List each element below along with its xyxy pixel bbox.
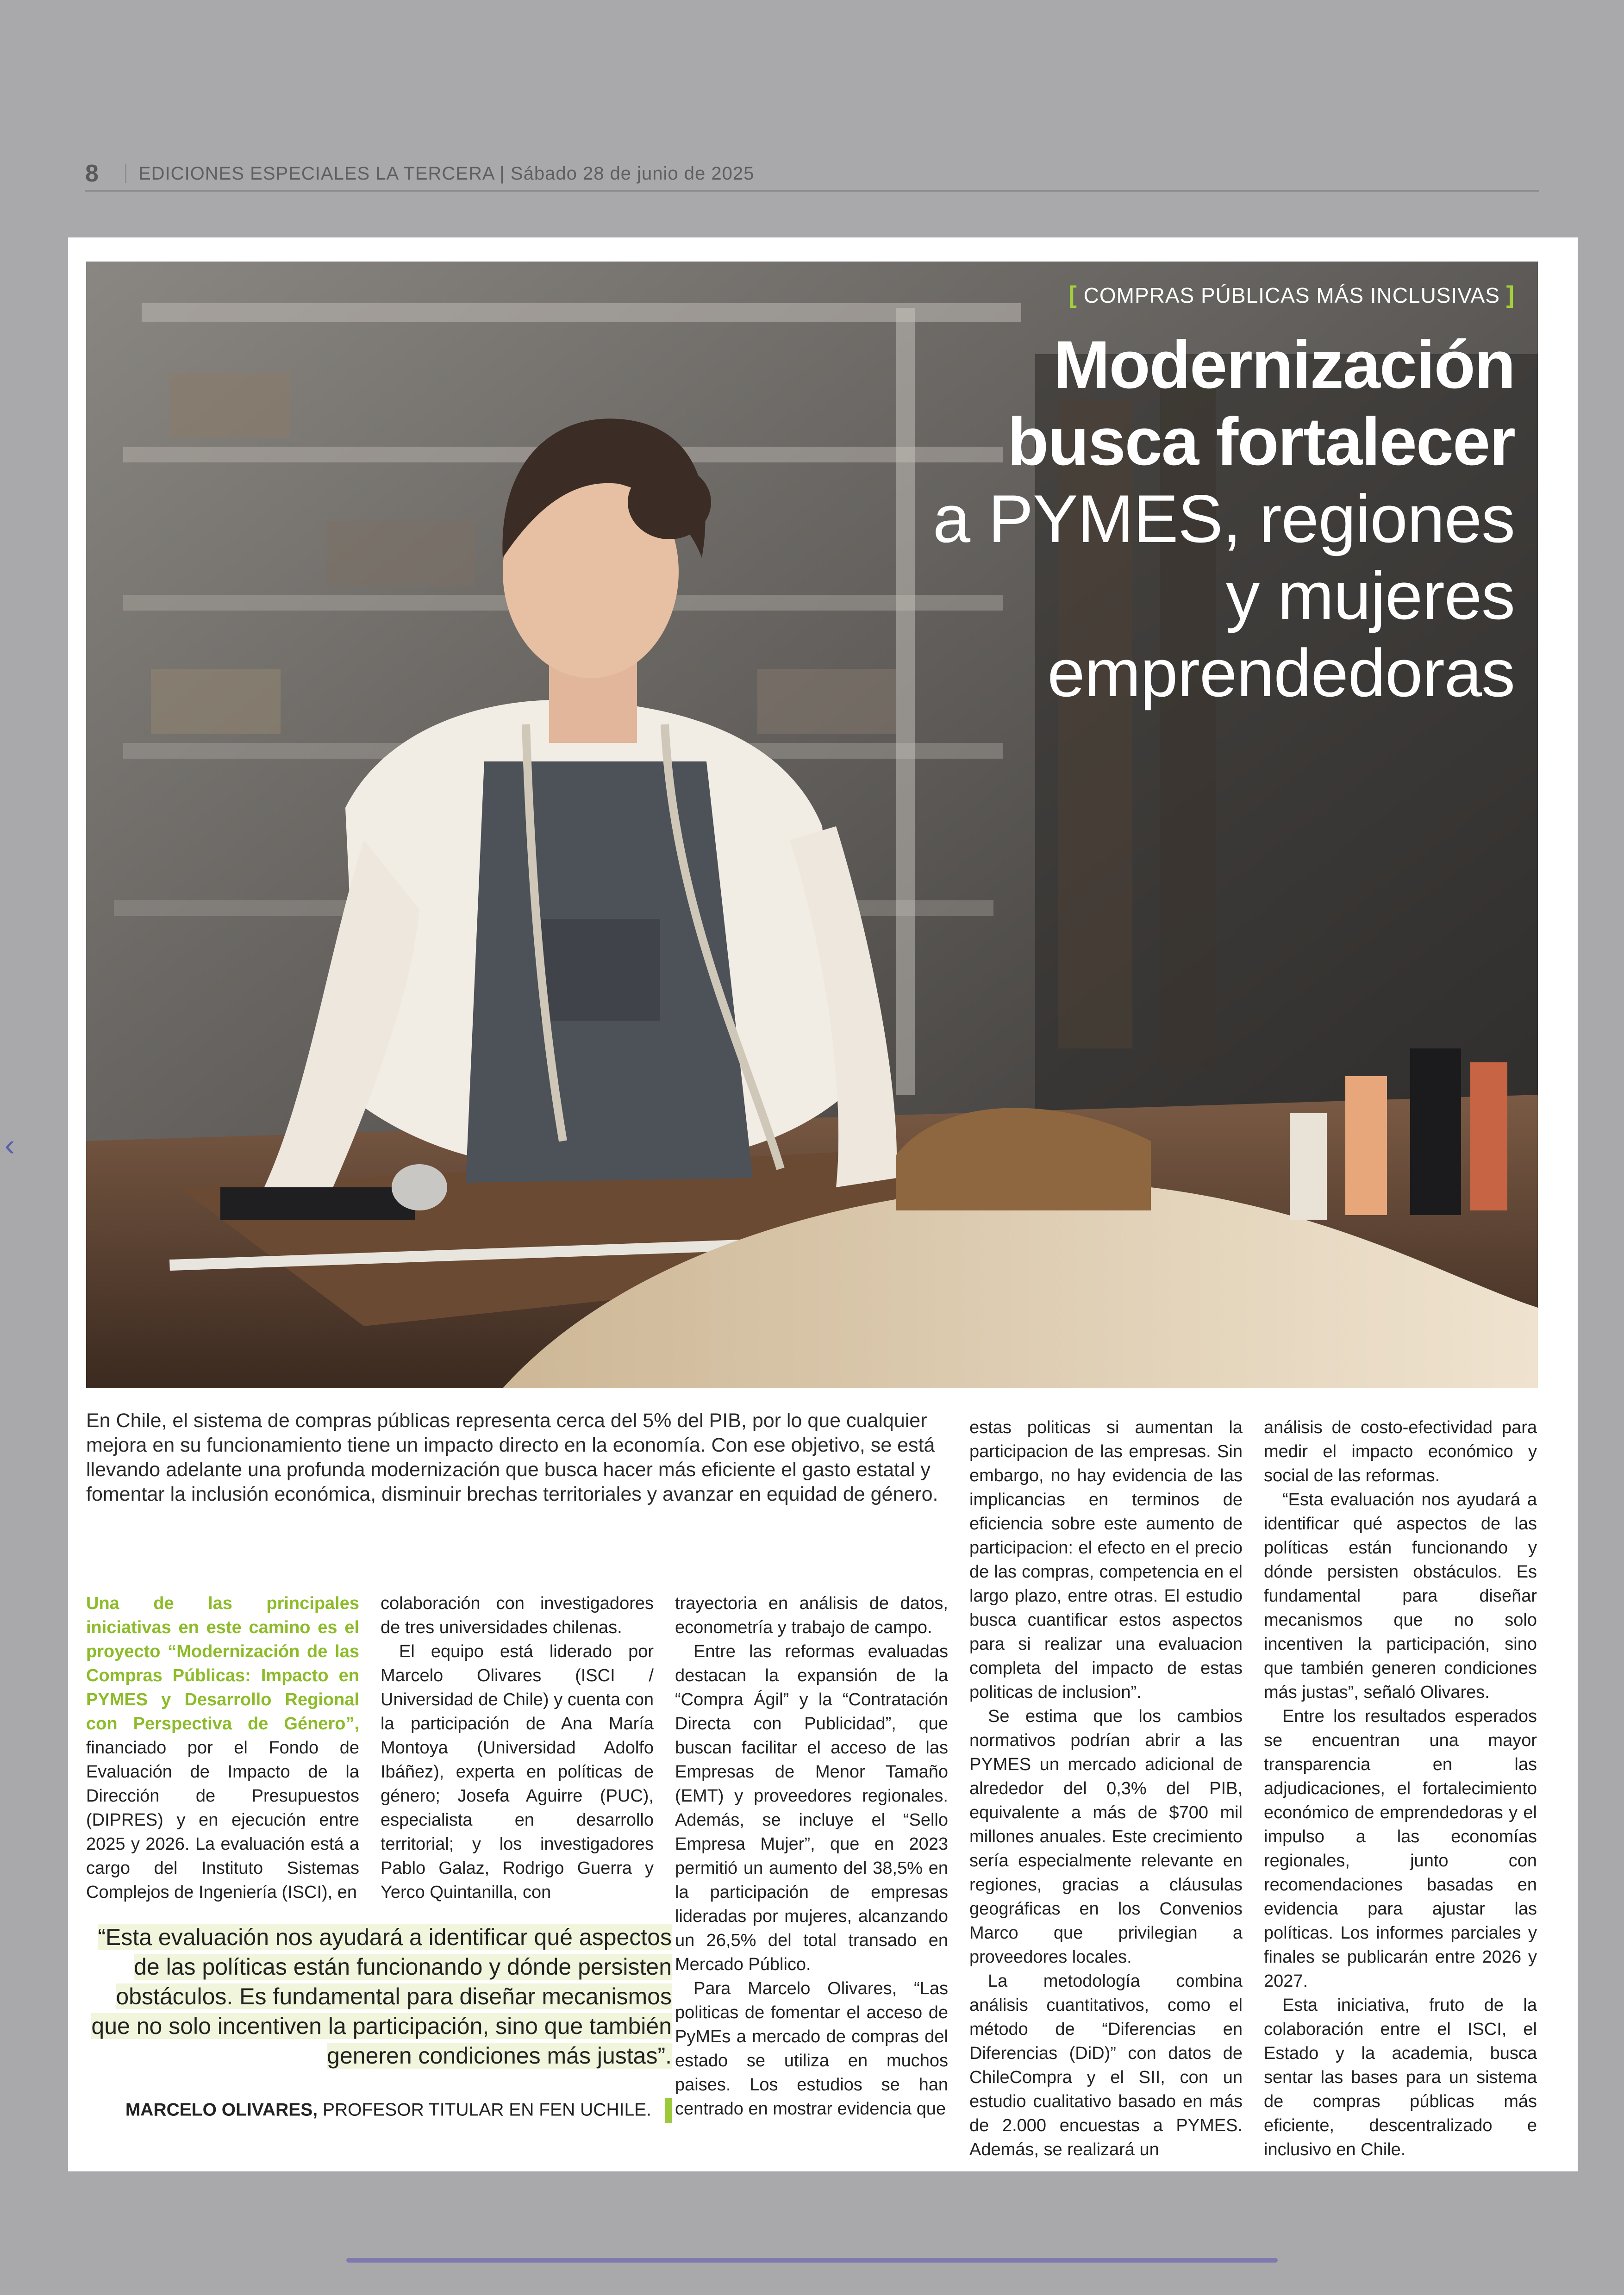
body-column-1 bbox=[86, 1591, 359, 1904]
header-divider bbox=[125, 164, 126, 183]
column-1-text: financiado por el Fondo de Evaluación de Impacto de la Dirección de Presupuestos (DIPRES) y en ejecución entre 2025 y 2026. La evaluación está a cargo del Instituto Sistemas Complejos de Ingeniería (ISCI), en bbox=[86, 1738, 359, 1902]
body-column-3 bbox=[675, 1591, 948, 2121]
headline-line-2: busca fortalecer bbox=[1007, 404, 1515, 480]
column-4-paragraph-3: La metodología combina análisis cuantitativos, como el método de “Diferencias en Diferencias (DiD)” con datos de ChileCompra y el SII, con un estudio cualitativo basado en más de 2.000 encuestas a PYMES. Además, se realizará un bbox=[969, 1971, 1243, 2159]
headline-line-1: Modernización bbox=[1053, 327, 1515, 402]
column-5-paragraph-2: “Esta evaluación nos ayudará a identificar qué aspectos de las políticas están funcionando y dónde persisten obstáculos. Es fundamental para diseñar mecanismos que no solo incentiven la participación, sino que también generen condiciones más justas”, señaló Olivares. bbox=[1264, 1490, 1537, 1702]
hero-photo bbox=[86, 262, 1538, 1388]
previous-page-button[interactable] bbox=[5, 1129, 15, 1160]
pull-quote-text: “Esta evaluación nos ayudará a identificar qué aspectos de las políticas están funcionando y dónde persisten obstáculos. Es fundamental para diseñar mecanismos que no solo incentiven la participación, sino que también generen condiciones más justas”. bbox=[91, 1924, 672, 2069]
kicker-text: COMPRAS PÚBLICAS MÁS INCLUSIVAS bbox=[1083, 283, 1500, 307]
accent-bar bbox=[665, 2098, 672, 2123]
headline-line-3: a PYMES, regiones bbox=[932, 480, 1515, 556]
column-5-paragraph-3: Entre los resultados esperados se encuentran una mayor transparencia en las adjudicaciones, el fortalecimiento económico de emprendedoras y el impulso a las economías regionales, junto con recomendaciones basadas en evidencia para ajustar las políticas. Los informes parciales y finales se publicarán entre 2026 y 2027. bbox=[1264, 1707, 1537, 1991]
column-5-paragraph-4: Esta iniciativa, fruto de la colaboración entre el ISCI, el Estado y la academia, busca sentar las bases para un sistema de compras públicas más eficiente, descentralizado e inclusivo en Chile. bbox=[1264, 1996, 1537, 2159]
article-page bbox=[68, 237, 1578, 2171]
page-number: 8 bbox=[85, 160, 99, 187]
headline-line-4: y mujeres bbox=[1226, 558, 1515, 634]
kicker-bracket-open: [ bbox=[1068, 281, 1077, 308]
publication-info: EDICIONES ESPECIALES LA TERCERA | Sábado 28 de junio de 2025 bbox=[138, 163, 755, 184]
column-4-paragraph-2: Se estima que los cambios normativos podrían abrir a las PYMES un mercado adicional de alrededor del 0,3% del PIB, equivalente a más de $700 mil millones anuales. Este crecimiento sería especialmente relevante en regiones, gracias a cláusulas geográficas en los Convenios Marco que privilegian a proveedores locales. bbox=[969, 1707, 1243, 1967]
column-4-paragraph-1: estas politicas si aumentan la participacion de las empresas. Sin embargo, no hay evidencia de las implicancias en terminos de eficiencia sobre este aumento de participacion: el efecto en el precio de las compras, competencia en el largo plazo, entre otras. El estudio busca cuantificar estos aspectos para si realizar una evaluacion completa del impacto de estas politicas de inclusion”. bbox=[969, 1418, 1243, 1702]
body-column-5 bbox=[1264, 1416, 1537, 2162]
page-header bbox=[85, 157, 1539, 192]
highlight-intro: Una de las principales iniciativas en este camino es el proyecto “Modernización de las Compras Públicas: Impacto en PYMES y Desarrollo Regional con Perspectiva de Género”, bbox=[86, 1594, 359, 1734]
body-column-4 bbox=[969, 1416, 1243, 2162]
column-5-paragraph-1: análisis de costo-efectividad para medir el impacto económico y social de las reformas. bbox=[1264, 1418, 1537, 1485]
kicker-bracket-close: ] bbox=[1506, 281, 1515, 308]
column-2-paragraph-2: El equipo está liderado por Marcelo Olivares (ISCI / Universidad de Chile) y cuenta con la participación de Ana María Montoya (Universidad Adolfo Ibáñez), experta en políticas de género; Josefa Aguirre (PUC), especialista en desarrollo territorial; y los investigadores Pablo Galaz, Rodrigo Guerra y Yerco Quintanilla, con bbox=[381, 1642, 654, 1902]
headline-line-5: emprendedoras bbox=[1047, 635, 1515, 711]
article-lede: En Chile, el sistema de compras públicas representa cerca del 5% del PIB, por lo que cualquier mejora en su funcionamiento tiene un impacto directo en la economía. Con ese objetivo, se está llevando adelante una profunda modernización que busca hacer más eficiente el gasto estatal y fomentar la inclusión económica, disminuir brechas territoriales y avanzar en equidad de género. bbox=[86, 1409, 938, 1505]
quote-author: MARCELO OLIVARES, bbox=[125, 2100, 318, 2120]
column-2-paragraph-1: colaboración con investigadores de tres universidades chilenas. bbox=[381, 1594, 654, 1637]
chevron-left-icon: ‹ bbox=[5, 1128, 15, 1162]
column-3-paragraph-3: Para Marcelo Olivares, “Las politicas de fomentar el acceso de PyMEs a mercado de compras del estado se utiliza en muchos paises. Los estudios se han centrado en mostrar evidencia que bbox=[675, 1979, 948, 2119]
quote-role: PROFESOR TITULAR EN FEN UCHILE. bbox=[318, 2100, 651, 2120]
section-kicker bbox=[1069, 281, 1515, 309]
column-3-paragraph-2: Entre las reformas evaluadas destacan la expansión de la “Compra Ágil” y la “Contratación Directa con Publicidad”, que buscan facilitar el acceso de las Empresas de Menor Tamaño (EMT) y proveedores regionales. Además, se incluye el “Sello Empresa Mujer”, que en 2023 permitió un aumento del 38,5% en la participación de empresas lideradas por mujeres, alcanzando un 26,5% del total transado en Mercado Público. bbox=[675, 1642, 948, 1974]
article-headline bbox=[820, 326, 1515, 711]
column-3-paragraph-1: trayectoria en análisis de datos, econometría y trabajo de campo. bbox=[675, 1594, 948, 1637]
pull-quote bbox=[86, 1922, 672, 2070]
body-column-2 bbox=[381, 1591, 654, 1904]
page-scroll-indicator[interactable] bbox=[346, 2258, 1278, 2263]
quote-attribution bbox=[86, 2098, 672, 2123]
